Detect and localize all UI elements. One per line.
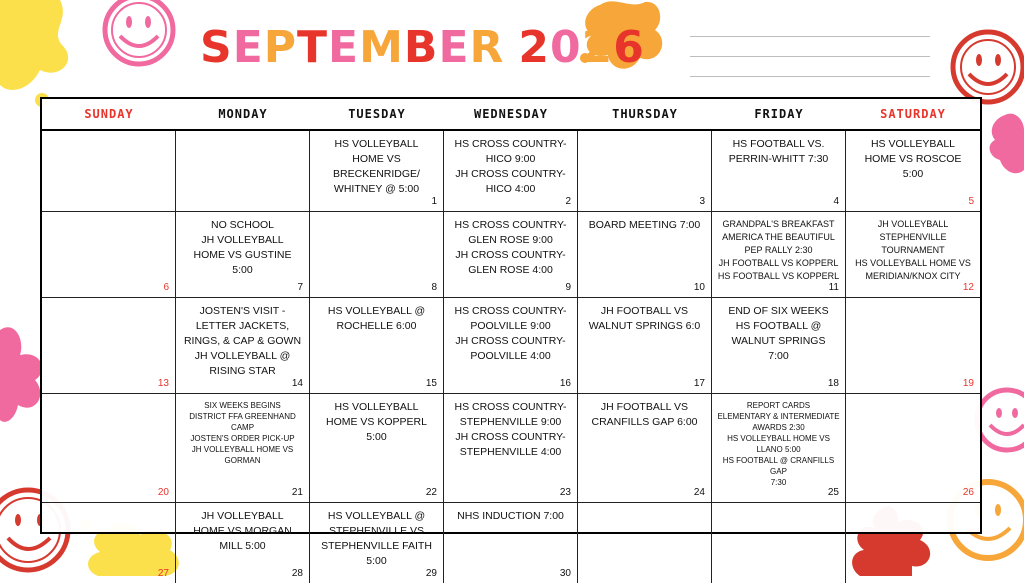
day-cell bbox=[444, 212, 578, 298]
day-events: JH FOOTBALL VS CRANFILLS GAP 6:00 bbox=[591, 401, 698, 428]
day-number: 29 bbox=[425, 568, 437, 579]
day-events: HS FOOTBALL VS. PERRIN-WHITT 7:30 bbox=[728, 138, 829, 165]
day-number: 15 bbox=[425, 378, 437, 389]
day-cell bbox=[846, 503, 980, 583]
weekday-saturday: SATURDAY bbox=[880, 107, 946, 121]
weekday-thursday: THURSDAY bbox=[612, 107, 678, 121]
day-number: 24 bbox=[693, 487, 705, 498]
day-cell bbox=[712, 503, 846, 583]
day-events: HS VOLLEYBALL @ ROCHELLE 6:00 bbox=[327, 305, 426, 332]
day-events: HS CROSS COUNTRY- GLEN ROSE 9:00 JH CROSS COUNTRY- GLEN ROSE 4:00 bbox=[454, 219, 567, 276]
day-events: SIX WEEKS BEGINS DISTRICT FFA GREENHAND CAMP JOSTEN'S ORDER PICK-UP JH VOLLEYBALL HOME VS GORMAN bbox=[189, 401, 296, 465]
day-events: NHS INDUCTION 7:00 bbox=[457, 510, 564, 522]
day-events: HS CROSS COUNTRY- POOLVILLE 9:00 JH CROSS COUNTRY- POOLVILLE 4:00 bbox=[454, 305, 567, 362]
day-events: JOSTEN'S VISIT - LETTER JACKETS, RINGS, & CAP & GOWN JH VOLLEYBALL @ RISING STAR bbox=[183, 305, 302, 377]
day-events: HS VOLLEYBALL HOME VS BRECKENRIDGE/ WHITNEY @ 5:00 bbox=[333, 138, 420, 195]
weekday-header bbox=[42, 99, 980, 131]
day-cell bbox=[42, 212, 176, 298]
day-events: HS VOLLEYBALL HOME VS ROSCOE 5:00 bbox=[864, 138, 962, 180]
day-number: 14 bbox=[291, 378, 303, 389]
day-cell bbox=[444, 131, 578, 212]
day-cell bbox=[444, 394, 578, 503]
day-cell bbox=[846, 131, 980, 212]
day-cell bbox=[846, 298, 980, 394]
day-cell bbox=[846, 212, 980, 298]
day-cell bbox=[42, 394, 176, 503]
day-number: 28 bbox=[291, 568, 303, 579]
day-events: HS CROSS COUNTRY- STEPHENVILLE 9:00 JH CROSS COUNTRY- STEPHENVILLE 4:00 bbox=[454, 401, 567, 458]
pink-splat-decoration bbox=[985, 110, 1024, 180]
day-cell bbox=[42, 503, 176, 583]
day-number: 8 bbox=[431, 282, 437, 293]
weekday-tuesday: TUESDAY bbox=[348, 107, 406, 121]
day-cell bbox=[578, 298, 712, 394]
day-cell bbox=[176, 394, 310, 503]
day-number: 6 bbox=[163, 282, 169, 293]
day-cell bbox=[578, 131, 712, 212]
day-events: JH FOOTBALL VS WALNUT SPRINGS 6:0 bbox=[588, 305, 701, 332]
day-cell bbox=[444, 503, 578, 583]
day-events: JH VOLLEYBALL HOME VS MORGAN MILL 5:00 bbox=[193, 510, 292, 552]
day-number: 30 bbox=[559, 568, 571, 579]
day-events: REPORT CARDS ELEMENTARY & INTERMEDIATE AWARDS 2:30 HS VOLLEYBALL HOME VS LLANO 5:00 HS FOOTBALL @ CRANFILLS GAP 7:30 bbox=[717, 401, 840, 487]
day-cell bbox=[846, 394, 980, 503]
note-lines bbox=[690, 36, 930, 96]
day-events: GRANDPAL'S BREAKFAST AMERICA THE BEAUTIFUL PEP RALLY 2:30 JH FOOTBALL VS KOPPERL HS FOOTBALL VS KOPPERL bbox=[717, 219, 840, 281]
day-cell bbox=[176, 131, 310, 212]
day-number: 7 bbox=[297, 282, 303, 293]
day-events: HS VOLLEYBALL HOME VS KOPPERL 5:00 bbox=[326, 401, 427, 443]
day-cell bbox=[578, 503, 712, 583]
day-events: END OF SIX WEEKS HS FOOTBALL @ WALNUT SPRINGS 7:00 bbox=[728, 305, 829, 362]
day-cell bbox=[310, 503, 444, 583]
day-cell bbox=[712, 131, 846, 212]
day-cell bbox=[310, 394, 444, 503]
day-cell bbox=[712, 394, 846, 503]
day-cell bbox=[578, 394, 712, 503]
day-number: 26 bbox=[962, 487, 974, 498]
day-cell bbox=[42, 298, 176, 394]
day-cell bbox=[176, 503, 310, 583]
day-events: NO SCHOOL JH VOLLEYBALL HOME VS GUSTINE 5:00 bbox=[193, 219, 292, 276]
day-number: 17 bbox=[693, 378, 705, 389]
day-number: 12 bbox=[962, 282, 974, 293]
day-number: 23 bbox=[559, 487, 571, 498]
day-number: 13 bbox=[157, 378, 169, 389]
weekday-friday: FRIDAY bbox=[754, 107, 804, 121]
day-events: HS CROSS COUNTRY- HICO 9:00 JH CROSS COUNTRY- HICO 4:00 bbox=[454, 138, 567, 195]
day-cell bbox=[578, 212, 712, 298]
day-number: 22 bbox=[425, 487, 437, 498]
day-number: 2 bbox=[565, 196, 571, 207]
calendar-grid bbox=[40, 97, 982, 579]
day-number: 21 bbox=[291, 487, 303, 498]
day-number: 11 bbox=[828, 282, 839, 293]
day-number: 1 bbox=[431, 196, 437, 207]
weekday-sunday: SUNDAY bbox=[84, 107, 134, 121]
day-number: 4 bbox=[833, 196, 839, 207]
day-events: BOARD MEETING 7:00 bbox=[588, 219, 701, 231]
calendar-title: SEPTEMBER 2026 bbox=[200, 22, 645, 73]
weekday-monday: MONDAY bbox=[218, 107, 268, 121]
day-number: 10 bbox=[693, 282, 705, 293]
day-cell bbox=[176, 298, 310, 394]
day-cell bbox=[176, 212, 310, 298]
day-events: JH VOLLEYBALL STEPHENVILLE TOURNAMENT HS VOLLEYBALL HOME VS MERIDIAN/KNOX CITY bbox=[855, 219, 971, 281]
day-cells bbox=[42, 131, 980, 579]
weekday-wednesday: WEDNESDAY bbox=[473, 107, 549, 121]
day-number: 5 bbox=[968, 196, 974, 207]
day-number: 3 bbox=[699, 196, 705, 207]
day-cell bbox=[310, 212, 444, 298]
day-number: 25 bbox=[827, 487, 839, 498]
day-cell bbox=[42, 131, 176, 212]
day-number: 18 bbox=[827, 378, 839, 389]
day-cell bbox=[310, 298, 444, 394]
day-number: 20 bbox=[157, 487, 169, 498]
day-number: 16 bbox=[559, 378, 571, 389]
day-cell bbox=[712, 212, 846, 298]
day-number: 27 bbox=[157, 568, 169, 579]
day-cell bbox=[712, 298, 846, 394]
day-cell bbox=[310, 131, 444, 212]
day-number: 19 bbox=[962, 378, 974, 389]
smiley-face-icon bbox=[96, 0, 182, 74]
day-number: 9 bbox=[565, 282, 571, 293]
yellow-splat-decoration bbox=[0, 0, 80, 110]
day-events: HS VOLLEYBALL @ STEPHENVILLE VS STEPHENVILLE FAITH 5:00 bbox=[321, 510, 432, 567]
day-cell bbox=[444, 298, 578, 394]
